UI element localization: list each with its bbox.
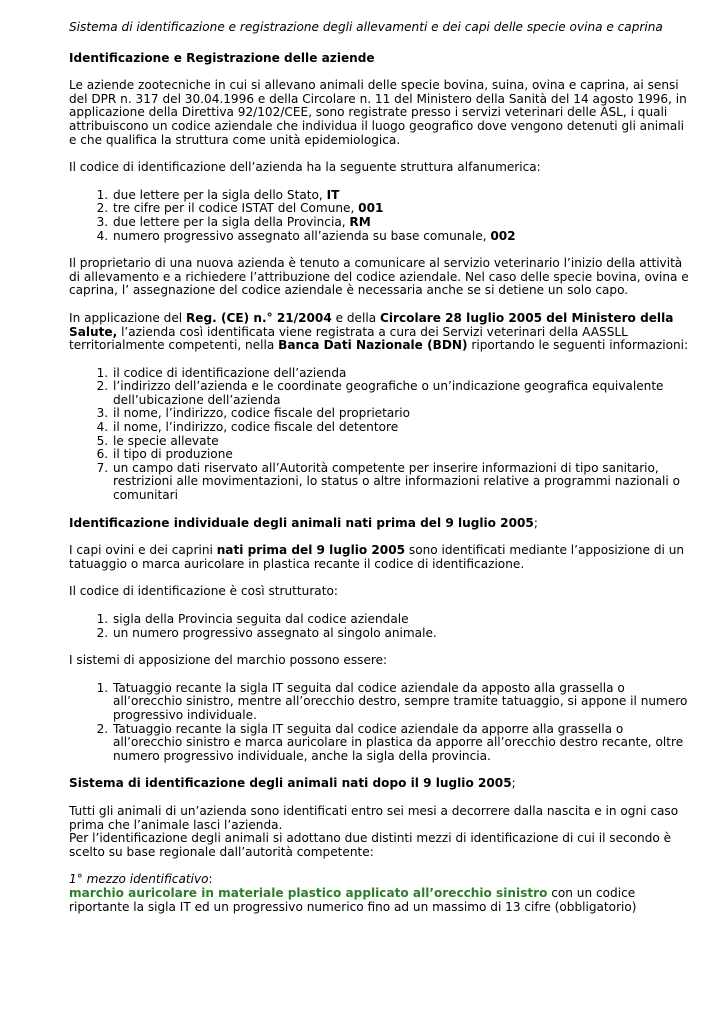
- paragraph-proprietario: Il proprietario di una nuova azienda è tenuto a comunicare al servizio veterinario l’inizio della attività di allevamento e a richiedere l’attribuzione del codice aziendale. Nel caso delle specie bovina, ovina e caprina, l’ assegnazione del codice aziendale è necessaria anche se si detiene un solo capo.: [69, 256, 689, 298]
- list-item: 1. il codice di identificazione dell’azienda: [112, 367, 693, 381]
- paragraph-codice-strutturato: Il codice di identificazione è così strutturato:: [69, 584, 338, 599]
- list-item: 1. Tatuaggio recante la sigla IT seguita dal codice aziendale da apposto alla grassella o all’orecchio sinistro, mentre all’orecchio destro, sempre tramite tatuaggio, si appone il numero progressivo individuale.: [112, 682, 693, 723]
- paragraph-aziende-intro: Le aziende zootecniche in cui si allevano animali delle specie bovina, suina, ovina e caprina, ai sensi del DPR n. 317 del 30.04.1996 e della Circolare n. 11 del Ministero della Sanità del 14 agosto 1996, in applicazione della Direttiva 92/102/CEE, sono registrate presso i servizi veterinari delle ASL, i quali attribuiscono un codice aziendale che individua il luogo geografico dove vengono detenuti gli animali e che qualifica la struttura come unità epidemiologica.: [69, 78, 687, 147]
- list-item: 5. le specie allevate: [112, 435, 693, 449]
- list-item: 6. il tipo di produzione: [112, 448, 693, 462]
- list-codice-aziendale: [69, 189, 693, 243]
- paragraph-codice-struttura: Il codice di identificazione dell’azienda ha la seguente struttura alfanumerica:: [69, 160, 541, 175]
- list-item: 3. due lettere per la sigla della Provincia, RM: [112, 216, 693, 230]
- list-item: 7. un campo dati riservato all’Autorità competente per inserire informazioni di tipo sanitario, restrizioni alle movimentazioni, lo status o altre informazioni relative a programmi nazionali o comunitari: [112, 462, 693, 503]
- list-sistemi-marchio: [69, 682, 693, 764]
- list-item: 4. numero progressivo assegnato all’azienda su base comunale, 002: [112, 230, 693, 244]
- list-item: 2. tre cifre per il codice ISTAT del Comune, 001: [112, 202, 693, 216]
- section-heading-dopo-2005: Sistema di identificazione degli animali nati dopo il 9 luglio 2005;: [69, 776, 516, 791]
- list-item: 2. l’indirizzo dell’azienda e le coordinate geografiche o un’indicazione geografica equivalente dell’ubicazione dell’azienda: [112, 380, 693, 407]
- list-item: 1. due lettere per la sigla dello Stato, IT: [112, 189, 693, 203]
- paragraph-reg-ce: In applicazione del Reg. (CE) n.° 21/2004 e della Circolare 28 luglio 2005 del Ministero della Salute, l’azienda così identificata viene registrata a cura dei Servizi veterinari della AASSLL territorialmente competenti, nella Banca Dati Nazionale (BDN) riportando le seguenti informazioni:: [69, 310, 689, 353]
- list-item: 3. il nome, l’indirizzo, codice fiscale del proprietario: [112, 407, 693, 421]
- list-item: 1. sigla della Provincia seguita dal codice aziendale: [112, 613, 693, 627]
- page-header: Sistema di identificazione e registrazione degli allevamenti e dei capi delle specie ovina e caprina: [69, 20, 663, 34]
- section-heading-prima-2005: Identificazione individuale degli animali nati prima del 9 luglio 2005;: [69, 515, 538, 530]
- paragraph-mezzi-identificazione: Per l’identificazione degli animali si adottano due distinti mezzi di identificazione di cui il secondo è scelto su base regionale dall’autorità competente:: [69, 831, 672, 859]
- paragraph-sistemi-apposizione: I sistemi di apposizione del marchio possono essere:: [69, 653, 388, 668]
- list-item: 2. Tatuaggio recante la sigla IT seguita dal codice aziendale da apporre alla grassella o all’orecchio sinistro e marca auricolare in plastica da apporre all’orecchio destro recante, oltre numero progressivo individuale, anche la sigla della provincia.: [112, 723, 693, 764]
- list-item: 4. il nome, l’indirizzo, codice fiscale del detentore: [112, 421, 693, 435]
- paragraph-capi-prima: I capi ovini e dei caprini nati prima del 9 luglio 2005 sono identificati mediante l’apposizione di un tatuaggio o marca auricolare in plastica recante il codice di identificazione.: [69, 543, 685, 571]
- section-heading-registrazione: Identificazione e Registrazione delle aziende: [69, 50, 375, 65]
- list-item: 2. un numero progressivo assegnato al singolo animale.: [112, 627, 693, 641]
- list-codice-individuale: [69, 613, 693, 640]
- document-content: [69, 21, 693, 914]
- list-informazioni-bdn: [69, 367, 693, 503]
- paragraph-animali-identificati: Tutti gli animali di un’azienda sono identificati entro sei mesi a decorrere dalla nascita e in ogni caso prima che l’animale lasci l’azienda.: [69, 803, 679, 832]
- mezzo-identificativo-text: marchio auricolare in materiale plastico applicato all’orecchio sinistro con un codice riportante la sigla IT ed un progressivo numerico fino ad un massimo di 13 cifre (obbligatorio): [69, 885, 637, 914]
- mezzo-identificativo-label: 1° mezzo identificativo:: [69, 872, 213, 887]
